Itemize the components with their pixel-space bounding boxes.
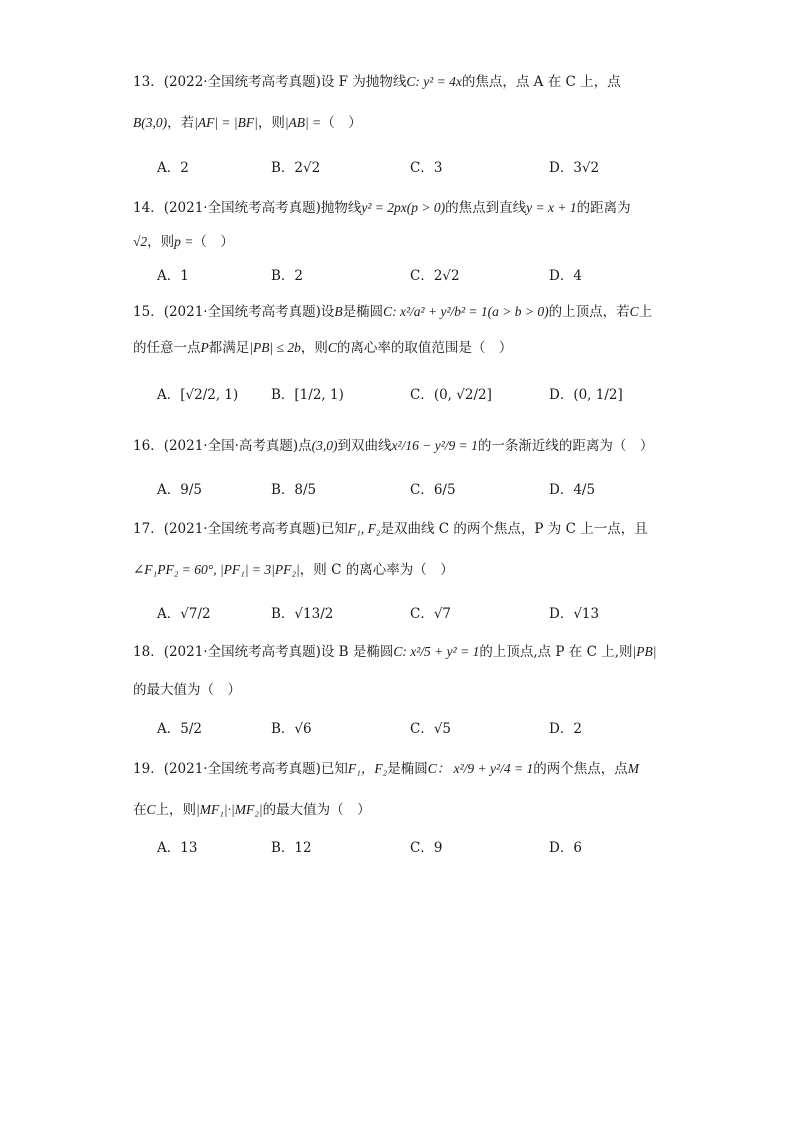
- option-a[interactable]: A．2: [157, 160, 189, 176]
- question-number: 17: [133, 521, 151, 537]
- option-c[interactable]: C．9: [410, 840, 443, 856]
- question-source: (2021·全国统考高考真题): [163, 304, 321, 320]
- option-c[interactable]: C．6/5: [410, 482, 456, 498]
- option-d[interactable]: D．4/5: [549, 482, 596, 498]
- equation: C: y² = 4x: [406, 74, 462, 89]
- question-source: (2021·全国统考高考真题): [163, 200, 321, 216]
- option-c[interactable]: C．√5: [410, 721, 452, 737]
- question-source: (2022·全国统考高考真题): [163, 74, 321, 90]
- option-d[interactable]: D．3√2: [549, 160, 600, 176]
- question-source: (2021·全国·高考真题): [163, 438, 299, 454]
- option-b[interactable]: B．[1/2, 1): [271, 387, 344, 403]
- option-c[interactable]: C．(0, √2/2]: [410, 387, 492, 403]
- option-b[interactable]: B．2√2: [271, 160, 321, 176]
- question-source: (2021·全国统考高考真题): [163, 644, 321, 660]
- question-source: (2021·全国统考高考真题): [163, 521, 321, 537]
- option-c[interactable]: C．2√2: [410, 268, 460, 284]
- question-source: (2021·全国统考高考真题): [163, 761, 321, 777]
- question-number: 16: [133, 438, 151, 454]
- option-b[interactable]: B．√6: [271, 721, 312, 737]
- option-b[interactable]: B．8/5: [271, 482, 317, 498]
- option-b[interactable]: B．12: [271, 840, 312, 856]
- document-page: 13．(2022·全国统考高考真题)设 F 为抛物线C: y² = 4x的焦点，点 A 在 C 上，点 B(3,0)，若|AF| = |BF|，则|AB| =（ ） A．2 B．2√2 C．3 D．3√2 14．(2021·全国统考高考真题)抛物线y² = 2px(p > 0)的焦点到直线y = x + 1的距离为 √2，则p =（ ） A．1 B．2 C．2√2 D．4 15．(2021·全国统考高考真题)设B是椭圆C: x²/a² + y²/b² = 1(a > b > 0)的上顶点，若C上 的任意一点P都满足|PB| ≤ 2b，则C的离心率的取值范围是（ ） A．[√2/2, 1) B．[1/2, 1) C．(0, √2/2] D．(0, 1/2] 16．(2021·全国·高考真题)点(3,0)到双曲线x²/16 − y²/9 = 1的一条渐近线的距离为（ ） A．9/5 B．8/5 C．6/5 D．4/5 17．(2021·全国统考高考真题)已知F₁, F₂是双曲线 C 的两个焦点，P 为 C 上一点，且 ∠F₁PF₂ = 60°, |PF₁| = 3|PF₂|，则 C 的离心率为（ ） A．√7/2 B．√13/2 C．√7 D．√13 18．(2021·全国统考高考真题)设 B 是椭圆C: x²/5 + y² = 1的上顶点,点 P 在 C 上,则|PB| 的最大值为（ ） A．5/2 B．√6 C．√5 D．2 19．(2021·全国统考高考真题)已知F₁，F₂是椭圆C： x²/9 + y²/4 = 1的两个焦点，点M 在C上，则|MF₁|·|MF₂|的最大值为（ ） A．13 B．12 C．9 D．6: [133, 74, 657, 856]
- option-a[interactable]: A．5/2: [157, 721, 202, 737]
- option-a[interactable]: A．√7/2: [157, 606, 211, 622]
- option-c[interactable]: C．√7: [410, 606, 452, 622]
- question-number: 18: [133, 644, 151, 660]
- option-d[interactable]: D．2: [549, 721, 582, 737]
- option-b[interactable]: B．2: [271, 268, 304, 284]
- question-number: 13: [133, 74, 151, 90]
- question-number: 14: [133, 200, 151, 216]
- option-a[interactable]: A．9/5: [157, 482, 202, 498]
- option-d[interactable]: D．√13: [549, 606, 600, 622]
- question-number: 15: [133, 304, 151, 320]
- option-b[interactable]: B．√13/2: [271, 606, 334, 622]
- option-a[interactable]: A．[√2/2, 1): [157, 387, 239, 403]
- option-c[interactable]: C．3: [410, 160, 443, 176]
- option-a[interactable]: A．13: [157, 840, 198, 856]
- option-a[interactable]: A．1: [157, 268, 189, 284]
- option-d[interactable]: D．6: [549, 840, 582, 856]
- option-d[interactable]: D．4: [549, 268, 582, 284]
- option-d[interactable]: D．(0, 1/2]: [549, 387, 623, 403]
- question-number: 19: [133, 761, 151, 777]
